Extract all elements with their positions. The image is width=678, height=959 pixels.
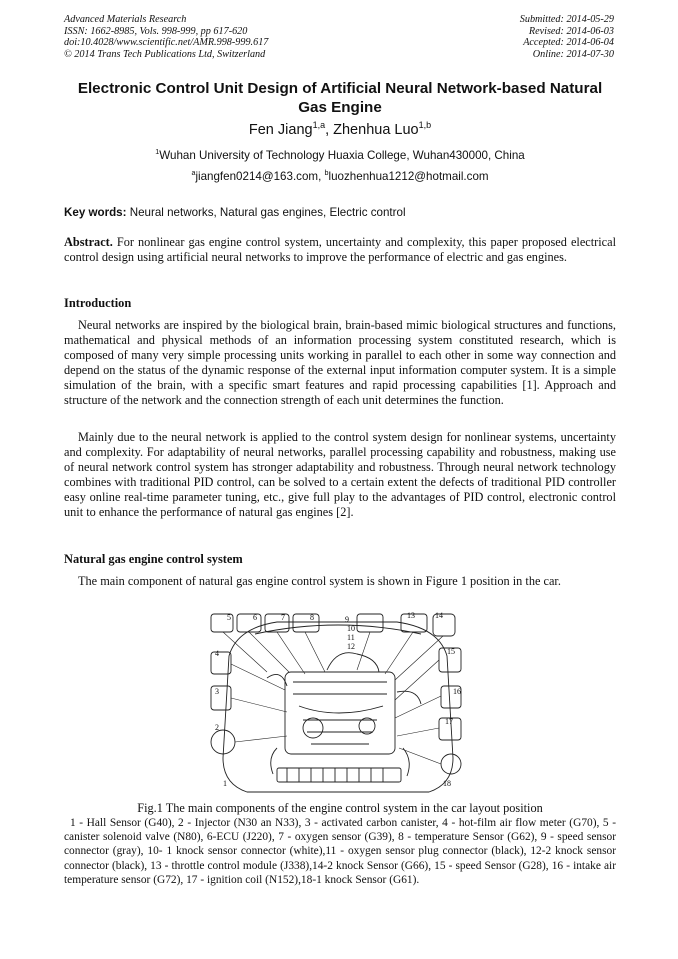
figure-label: 12 [347,642,355,651]
affiliation [64,149,616,163]
component-inset [265,614,289,632]
figure-label: 11 [347,633,355,642]
figure-label: 13 [407,611,415,620]
figure-label: 16 [453,687,461,696]
paragraph: Neural networks are inspired by the biological brain, brain-based mimic biological structures and functions, mathematical and physical methods of an information processing system constituted research, which is composed of many very simple processing units working in parallel to each other in some way connection and depend on the status of the dynamic response of the external input information computer system. It is a simple simulation of the brain, with a specific smart features and rapid processing capabilities [1]. Approach and structure of the network and the connection strength of each unit determines the function. [64,318,616,408]
author-separator: , [325,122,334,138]
figure-label: 7 [281,613,285,622]
radiator-fins [287,768,383,782]
figure-legend: 1 - Hall Sensor (G40), 2 - Injector (N30 an N33), 3 - activated carbon canister, 4 - hot-film air flow meter (G70), 5 - canister solenoid valve (N80), 6-ECU (J220), 7 - oxygen sensor (G39), 8 - temperature Sensor (G62), 9 - speed sensor connector (gray), 10- 1 knock sensor connector (white),11 - oxygen sensor plug connector (black), 12-2 knock sensor connector (black), 13 - throttle control module (J338),14-2 knock Sensor (G66), 15 - speed Sensor (G28), 16 - intake air temperature sensor (G72), 17 - ignition coil (N152),18-1 knock Sensor (G61). [64,817,616,886]
component-inset [211,686,231,710]
windshield-line [255,625,421,634]
author-name: Zhenhua Luo [333,122,419,138]
figure-label: 18 [443,779,451,788]
figure-label: 5 [227,613,231,622]
paragraph: Mainly due to the neural network is applied to the control system design for nonlinear systems, uncertainty and complexity. For adaptability of neural networks, parallel processing capability and robustness, making use of neural network control system has stronger adaptability and robustness. Through neural network technology combines with traditional PID control, can be solved to a certain extent the defects of traditional PID controller easy online real-time parameter tuning, etc., give full play to the advantages of PID control, electronic control unit to enhance the performance of natural gas engines [2]. [64,430,616,520]
engine-detail [293,682,387,744]
figure-label: 15 [447,647,455,656]
figure-label: 1 [223,779,227,788]
hoses [267,674,421,776]
date-online: Online: 2014-07-30 [532,48,614,60]
date-submitted: Submitted: 2014-05-29 [519,14,614,25]
email-link[interactable]: jiangfen0214@163.com [195,170,319,183]
figure-label: 14 [435,611,443,620]
journal-copyright: © 2014 Trans Tech Publications Ltd, Switzerland [64,48,266,60]
paper-title: Electronic Control Unit Design of Artificial Neural Network-based Natural Gas Engine [77,80,603,116]
date-accepted: Accepted: 2014-06-04 [523,37,614,49]
journal-meta [64,14,268,60]
component-inset [237,614,261,632]
engine-layout-figure [207,608,469,799]
author-list [64,121,616,139]
author-superscript: 1,b [418,120,432,131]
abstract [64,235,616,265]
affiliation-text: Wuhan University of Technology Huaxia College, Wuhan430000, China [159,149,525,162]
figure-label: 17 [445,717,453,726]
author-name: Fen Jiang [248,122,313,138]
abstract-text: For nonlinear gas engine control system, uncertainty and complexity, this paper proposed electrical control design using artificial neural networks to improve the performance of electric and gas engines. [64,235,616,265]
abstract-label: Abstract. [64,235,113,249]
email-separator: , [318,170,325,183]
figure-label: 2 [215,723,219,732]
component-inset [357,614,383,632]
figure-label: 4 [215,649,219,658]
journal-issn: ISSN: 1662-8985, Vols. 998-999, pp 617-620 [64,25,248,37]
email-link[interactable]: luozhenhua1212@hotmail.com [328,170,489,183]
keywords-label: Key words: [64,206,127,219]
figure-label: 3 [215,687,219,696]
section-heading: Natural gas engine control system [64,552,243,566]
keywords-text: Neural networks, Natural gas engines, Electric control [126,206,406,219]
submission-dates [520,14,614,60]
email-superscript: b [324,168,329,178]
author-superscript: 1,a [312,120,326,131]
engine-pulley [303,718,323,738]
figure-label: 6 [253,613,257,622]
figure-label: 10 [347,624,355,633]
date-revised: Revised: 2014-06-03 [528,25,614,37]
paragraph: The main component of natural gas engine control system is shown in Figure 1 position in the car. [78,574,561,588]
keywords [64,206,616,220]
email-superscript: a [191,168,196,178]
radiator [277,768,401,782]
journal-doi: doi:10.4028/www.scientific.net/AMR.998-999.617 [64,37,269,49]
affiliation-superscript: 1 [155,147,160,157]
journal-name: Advanced Materials Research [64,14,187,25]
intake-manifold [327,653,379,672]
section-heading: Introduction [64,296,132,310]
figure-label: 8 [310,613,314,622]
figure-caption: Fig.1 The main components of the engine control system in the car layout position [137,801,543,815]
component-inset [293,614,319,632]
figure-label: 9 [345,615,349,624]
author-emails [64,170,616,184]
